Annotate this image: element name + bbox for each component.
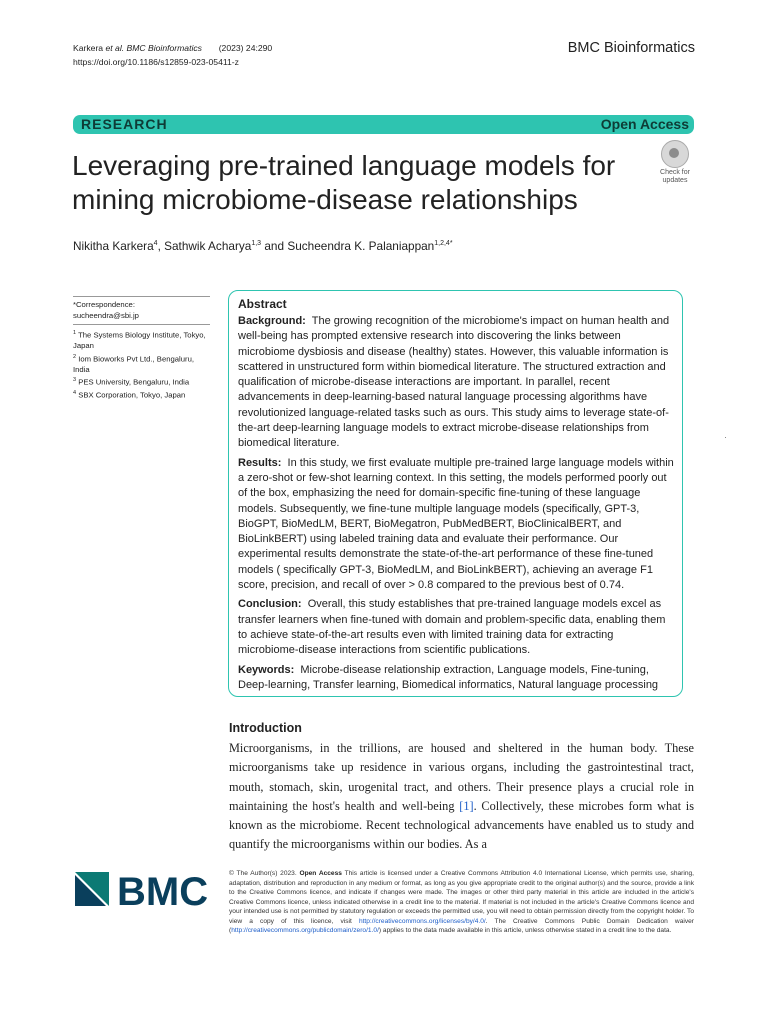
author-name: Nikitha Karkera — [73, 239, 154, 253]
introduction-text: Microorganisms, in the trillions, are housed and sheltered in the human body. These microorganisms take up residence in various organs, including the gastrointestinal tract, mouth, stomach, skin, urogenital tract, and others. Their presence plays a crucial role in maintaining the host's health and well-being [1]. Collectively, these microbes form what is known as the microbiome. Recent technological advancements have enabled us to study and quantify the microorganisms within our bodies. As a — [229, 741, 694, 852]
license-text: © The Author(s) 2023. Open Access This article is licensed under a Creative Commons Attribution 4.0 International License, which permits use, sharing, adaptation, distribution and reproduction in any medium or format, as long as you give appropriate credit to the original author(s) and the source, provide a link to the Creative Commons licence, and indicate if changes were made. The images or other third party material in this article are included in the article's Creative Commons licence, unless indicated otherwise in a credit line to the material. If material is not included in the article's Creative Commons licence and your intended use is not permitted by statutory regulation or exceeds the permitted use, you will need to obtain permission directly from the copyright holder. To view a copy of this licence, visit http://creativecommons.org/licenses/by/4.0/. The Creative Commons Public Domain Dedication waiver (http://creativecommons.org/publicdomain/zero/1.0/) applies to the data made available in this article, unless otherwise stated in a credit line to the data. — [229, 870, 694, 934]
article-title: Leveraging pre-trained language models for mining microbiome-disease relationships — [72, 150, 616, 215]
stray-mark — [725, 437, 726, 438]
author-list: Nikitha Karkera$^4$, Sathwik Acharya$^{1,3}$ and Sucheendra K. Palaniappan$^{1,2,4*}$ — [73, 239, 453, 253]
journal-name: BMC Bioinformatics — [567, 40, 695, 56]
divider — [73, 324, 210, 325]
check-for-updates-button[interactable] — [655, 140, 695, 184]
correspondence-sidebar — [73, 293, 210, 401]
affiliation-item: $^1$ The Systems Biology Institute, Tokyo, Japan — [73, 330, 206, 351]
correspondence-label: *Correspondence: — [73, 300, 135, 309]
check-updates-line1: Check for — [660, 169, 690, 176]
bmc-logo-text: BMC — [117, 872, 209, 912]
affiliation-item: $^4$ SBX Corporation, Tokyo, Japan — [73, 390, 186, 400]
affiliation-item: $^3$ PES University, Bengaluru, India — [73, 377, 190, 387]
abstract-heading: Abstract — [238, 297, 287, 311]
citation-journal: et al. BMC Bioinformatics — [105, 43, 202, 53]
abstract-conclusion: Conclusion: Overall, this study establishes that pre-trained language models excel as transfer learners when fine-tuned with domain and problem-specific data, enabling them to achieve state-of-the-art results even with limited training data for extracting microbiome-disease interactions from scientific publications. — [238, 598, 666, 657]
abstract-box — [228, 290, 683, 697]
section-band — [73, 115, 694, 134]
divider — [73, 296, 210, 297]
running-header — [73, 41, 272, 69]
open-access-label: Open Access — [600, 116, 689, 132]
public-domain-link[interactable]: http://creativecommons.org/publicdomain/zero/1.0/ — [231, 927, 379, 934]
check-updates-line2: updates — [662, 176, 688, 184]
citation-year: (2023) 24:290 — [218, 43, 273, 53]
author-name: Sathwik Acharya — [164, 239, 252, 253]
abstract-keywords: Keywords: Microbe-disease relationship extraction, Language models, Fine-tuning, Deep-learning, Transfer learning, Biomedical informatics, Natural language processing — [238, 663, 659, 691]
introduction-heading: Introduction — [229, 721, 302, 735]
author-name: Sucheendra K. Palaniappan — [287, 239, 435, 253]
author-affiliation-sup: 4 — [153, 240, 158, 248]
bmc-logo-mark — [75, 872, 215, 912]
check-updates-icon — [661, 140, 689, 168]
license-link[interactable]: http://creativecommons.org/licenses/by/4.0/ — [358, 917, 486, 925]
section-label: RESEARCH — [81, 116, 168, 132]
author-affiliation-sup: 1,3 — [251, 240, 262, 248]
doi-link[interactable]: https://doi.org/10.1186/s12859-023-05411-z — [73, 57, 239, 67]
correspondence-email[interactable]: sucheendra@sbi.jp — [73, 310, 139, 320]
bmc-logo — [75, 872, 215, 912]
abstract-results: Results: In this study, we first evaluate multiple pre-trained large language models within a zero-shot or few-shot learning context. In this setting, the models performed poorly out of the box, emphasizing the need for domain-specific fine-tuning of these language models. Subsequently, we fine-tune multiple language models (specifically, GPT-3, BioGPT, BioMedLM, BERT, BioMegatron, PubMedBERT, BioClinicalBERT, and BioLinkBERT) using labeled training data and evaluate their performance. Our experimental results demonstrate the state-of-the-art performance of these fine-tuned models ( specifically GPT-3, BioMedLM, and BioLinkBERT), achieving an average F1 score, precision, and recall of over > 0.8 compared to the previous best of 0.74. — [238, 456, 674, 592]
author-affiliation-sup: 1,2,4* — [434, 240, 453, 248]
citation-link[interactable]: [1] — [459, 798, 474, 813]
affiliation-item: $^2$ Iom Bioworks Pvt Ltd., Bengaluru, India — [73, 353, 194, 374]
citation-author: Karkera — [73, 43, 106, 53]
abstract-background: Background: The growing recognition of the microbiome's impact on human health and well-being has prompted extensive research into discovering the links between microbiome dysbiosis and disease (healthy) states. However, this valuable information is scattered in unstructured form within biomedical literature. The structured extraction and qualification of microbe-disease interactions are important. In parallel, recent advancements in deep-learning-based natural language processing algorithms have revolutionized language-related tasks such as ours. This study aims to leverage state-of-the-art deep-learning language models to extract microbe-disease relationships from biomedical literature. — [238, 315, 670, 450]
